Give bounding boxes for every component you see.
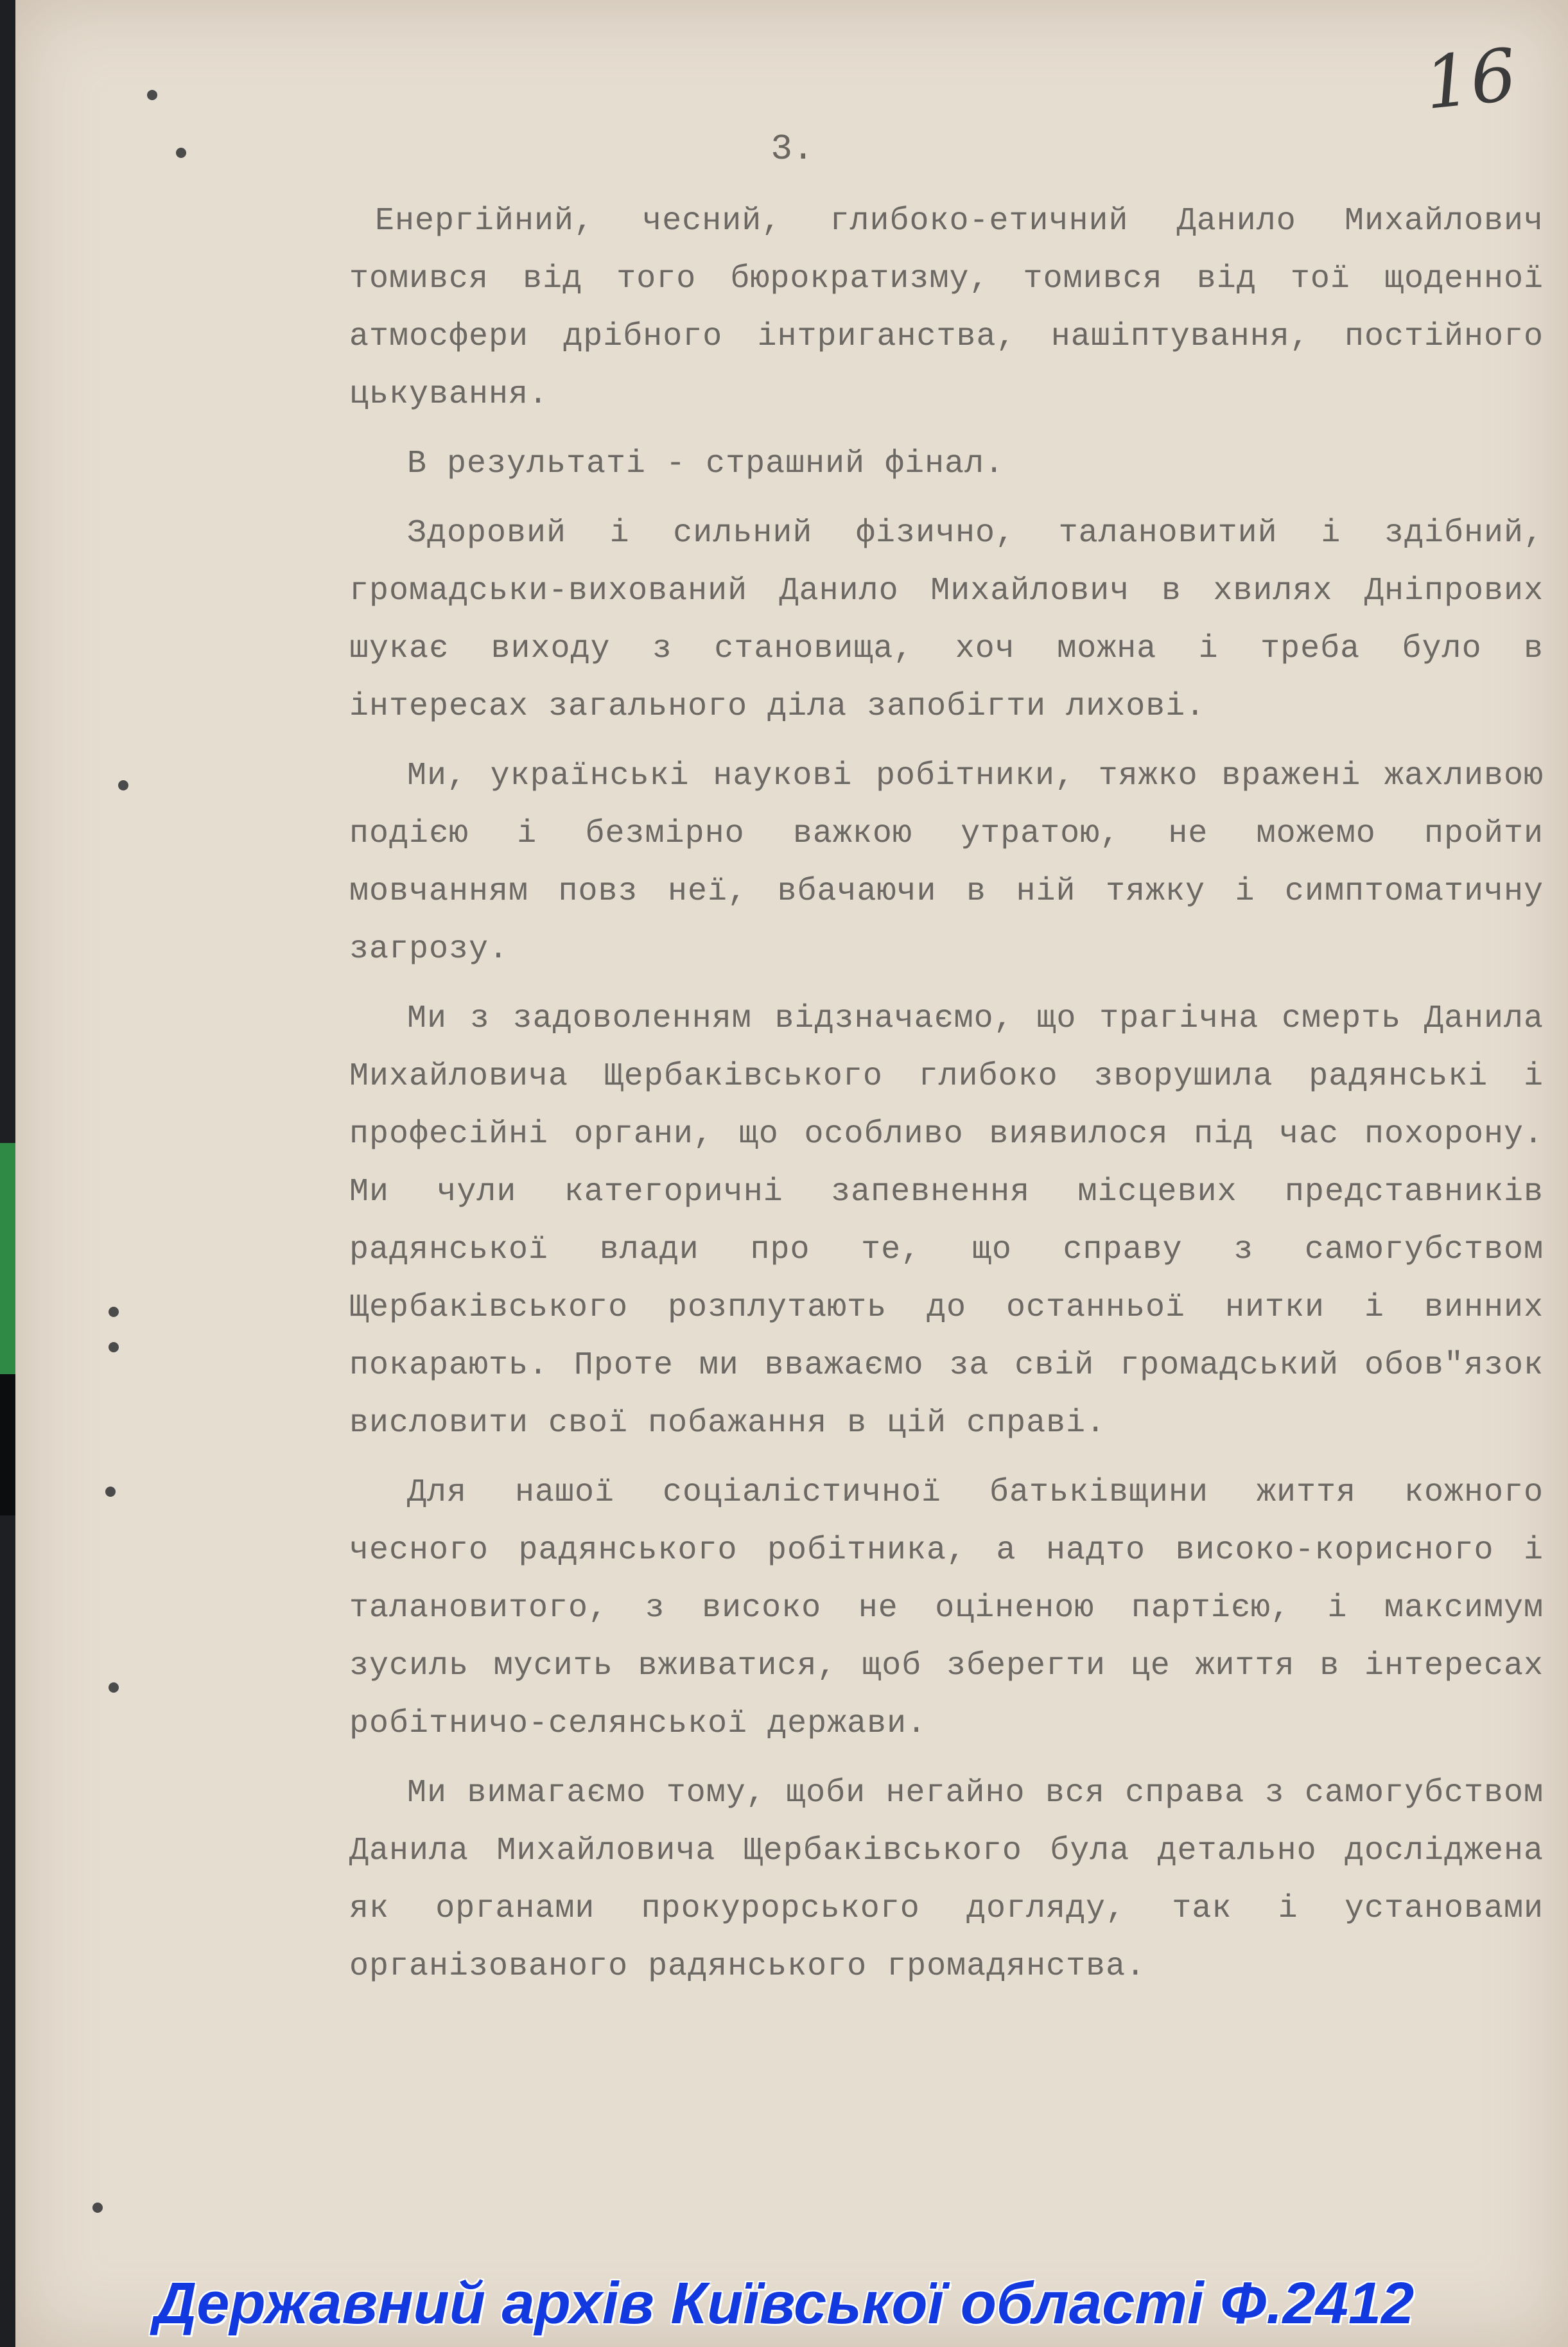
punch-hole bbox=[118, 780, 128, 790]
punch-hole bbox=[109, 1342, 119, 1352]
folio-number: 16 bbox=[1420, 33, 1520, 126]
page-number: 3. bbox=[771, 128, 814, 170]
document-page bbox=[15, 0, 1568, 2347]
punch-hole bbox=[109, 1682, 119, 1693]
punch-hole bbox=[92, 2203, 103, 2213]
paragraph: Для нашої соціалістичної батьківщини життя кожного чесного радянського робітника, а надто високо-корисного і талановитого, з високо не оціненою партією, і максимум зусиль мусить вживатися, щоб зберегти це життя в інтересах робітничо-селянської держави. bbox=[349, 1474, 1544, 1742]
typed-text-body bbox=[349, 193, 1544, 2007]
left-edge-green-stripe bbox=[0, 1143, 15, 1374]
paragraph: Енергійний, чесний, глибоко-етичний Данило Михайлович томився від того бюрократизму, томився від тої щоденної атмосфери дрібного інтриганства, нашіптування, постійного цькування. bbox=[349, 203, 1544, 413]
left-edge-dark-stripe bbox=[0, 1374, 15, 1515]
punch-hole bbox=[147, 90, 157, 100]
punch-hole bbox=[105, 1487, 116, 1497]
paragraph: Ми з задоволенням відзначаємо, що трагічна смерть Данила Михайловича Щербаківського глибоко зворушила радянські і професійні органи, що особливо виявилося під час похорону. Ми чули категоричні запевнення місцевих представників радянської влади про те, що справу з самогубством Щербаківського розплутають до останньої нитки і винних покарають. Проте ми вважаємо за свій громадський обов"язок висловити свої побажання в цій справі. bbox=[349, 1000, 1544, 1442]
archive-caption: Державний архів Київської області Ф.2412 bbox=[153, 2271, 1415, 2336]
paragraph: Ми вимагаємо тому, щоби негайно вся справа з самогубством Данила Михайловича Щербаківського була детально досліджена як органами прокурорського догляду, так і установами організованого радянського громадянства. bbox=[349, 1775, 1544, 1985]
punch-hole bbox=[109, 1307, 119, 1317]
punch-hole bbox=[176, 148, 186, 158]
paragraph: Ми, українські наукові робітники, тяжко вражені жахливою подією і безмірно важкою утратою, не можемо пройти мовчанням повз неї, вбачаючи в ній тяжку і симптоматичну загрозу. bbox=[349, 758, 1544, 968]
paragraph: В результаті - страшний фінал. bbox=[407, 446, 1005, 482]
paragraph: Здоровий і сильний фізично, талановитий і здібний, громадськи-вихований Данило Михайлович в хвилях Дніпрових шукає виходу з становища, хоч можна і треба було в інтересах загального діла запобігти лихові. bbox=[349, 515, 1544, 725]
